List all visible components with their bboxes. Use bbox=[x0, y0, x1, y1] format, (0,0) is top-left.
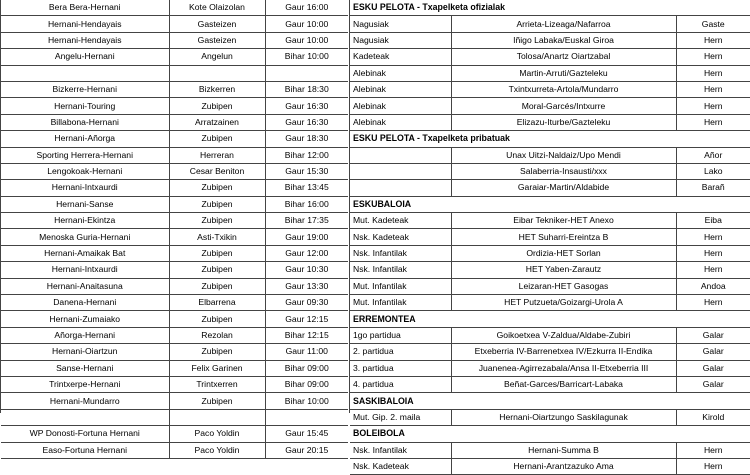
match-row bbox=[1, 229, 348, 245]
match-teams: Bera Bera-Hernani bbox=[1, 0, 169, 16]
match-time: Gaur 10:00 bbox=[265, 32, 348, 48]
section-header-row bbox=[350, 196, 750, 212]
match-time: Gaur 19:00 bbox=[265, 229, 348, 245]
match-row bbox=[1, 81, 348, 97]
match-teams: Hernani-Anaitasuna bbox=[1, 278, 169, 294]
event-category: Alebinak bbox=[350, 114, 451, 130]
section-title: ESKUBALOIA bbox=[350, 196, 750, 212]
empty-cell bbox=[1, 65, 169, 81]
match-row bbox=[1, 213, 348, 229]
event-row bbox=[350, 32, 750, 48]
match-time: Bihar 12:15 bbox=[265, 327, 348, 343]
event-place: Galar bbox=[676, 360, 750, 376]
event-row bbox=[350, 360, 750, 376]
section-title: ESKU PELOTA - Txapelketa pribatuak bbox=[350, 131, 750, 147]
match-row bbox=[1, 245, 348, 261]
event-row bbox=[350, 442, 750, 458]
left-schedule-table bbox=[1, 0, 348, 459]
match-teams: Billabona-Hernani bbox=[1, 114, 169, 130]
event-category: Alebinak bbox=[350, 65, 451, 81]
event-row bbox=[350, 409, 750, 425]
event-match: Iñigo Labaka/Euskal Giroa bbox=[451, 32, 676, 48]
match-venue: Asti-Txikin bbox=[169, 229, 265, 245]
match-time: Bihar 18:30 bbox=[265, 81, 348, 97]
match-row bbox=[1, 311, 348, 327]
match-time: Gaur 11:00 bbox=[265, 344, 348, 360]
empty-cell bbox=[169, 65, 265, 81]
match-venue: Zubipen bbox=[169, 344, 265, 360]
match-venue: Zubipen bbox=[169, 98, 265, 114]
event-row bbox=[350, 49, 750, 65]
event-category: Mut. Kadeteak bbox=[350, 213, 451, 229]
match-teams: Añorga-Hernani bbox=[1, 327, 169, 343]
match-row bbox=[1, 262, 348, 278]
event-match: Garaiar-Martin/Aldabide bbox=[451, 180, 676, 196]
match-row bbox=[1, 16, 348, 32]
event-row bbox=[350, 114, 750, 130]
event-place: Barañ bbox=[676, 180, 750, 196]
match-row bbox=[1, 426, 348, 442]
event-match: Unax Uitzi-Naldaiz/Upo Mendi bbox=[451, 147, 676, 163]
match-teams: Hernani-Sanse bbox=[1, 196, 169, 212]
event-row bbox=[350, 327, 750, 343]
match-venue: Zubipen bbox=[169, 196, 265, 212]
group-separator-row bbox=[1, 409, 348, 425]
section-header-row bbox=[350, 311, 750, 327]
event-match: Txintxurreta-Artola/Mundarro bbox=[451, 81, 676, 97]
event-place: Hern bbox=[676, 295, 750, 311]
section-header-row bbox=[350, 426, 750, 442]
match-teams: Hernani-Amaikak Bat bbox=[1, 245, 169, 261]
match-teams: Angelu-Hernani bbox=[1, 49, 169, 65]
event-row bbox=[350, 262, 750, 278]
event-row bbox=[350, 344, 750, 360]
event-category: Nsk. Kadeteak bbox=[350, 229, 451, 245]
match-venue: Elbarrena bbox=[169, 295, 265, 311]
match-time: Gaur 10:00 bbox=[265, 16, 348, 32]
empty-cell bbox=[265, 65, 348, 81]
match-teams: Lengokoak-Hernani bbox=[1, 163, 169, 179]
event-category bbox=[350, 163, 451, 179]
event-match: HET Suharri-Ereintza B bbox=[451, 229, 676, 245]
event-place: Hern bbox=[676, 458, 750, 474]
match-time: Gaur 20:15 bbox=[265, 442, 348, 458]
match-venue: Zubipen bbox=[169, 180, 265, 196]
event-place: Hern bbox=[676, 114, 750, 130]
match-row bbox=[1, 327, 348, 343]
event-place: Eiba bbox=[676, 213, 750, 229]
event-place: Hern bbox=[676, 245, 750, 261]
right-schedule-panel bbox=[349, 0, 735, 472]
event-match: Ordizia-HET Sorlan bbox=[451, 245, 676, 261]
match-teams: Danena-Hernani bbox=[1, 295, 169, 311]
event-row bbox=[350, 245, 750, 261]
empty-cell bbox=[169, 409, 265, 425]
event-match: Martin-Arruti/Gazteleku bbox=[451, 65, 676, 81]
event-match: Leizaran-HET Gasogas bbox=[451, 278, 676, 294]
match-time: Gaur 15:30 bbox=[265, 163, 348, 179]
match-venue: Zubipen bbox=[169, 262, 265, 278]
section-header-row bbox=[350, 0, 750, 16]
match-venue: Zubipen bbox=[169, 311, 265, 327]
event-match: Goikoetxea V-Zaldua/Aldabe-Zubiri bbox=[451, 327, 676, 343]
event-place: Lako bbox=[676, 163, 750, 179]
match-time: Gaur 16:30 bbox=[265, 114, 348, 130]
match-venue: Zubipen bbox=[169, 245, 265, 261]
event-category: 3. partidua bbox=[350, 360, 451, 376]
match-teams: Hernani-Mundarro bbox=[1, 393, 169, 409]
event-row bbox=[350, 163, 750, 179]
event-row bbox=[350, 98, 750, 114]
event-match: Hernani-Arantzazuko Ama bbox=[451, 458, 676, 474]
match-row bbox=[1, 196, 348, 212]
event-category: Mut. Infantilak bbox=[350, 278, 451, 294]
match-time: Bihar 13:45 bbox=[265, 180, 348, 196]
match-row bbox=[1, 98, 348, 114]
event-row bbox=[350, 147, 750, 163]
match-venue: Gasteizen bbox=[169, 16, 265, 32]
event-category bbox=[350, 147, 451, 163]
match-teams: WP Donosti-Fortuna Hernani bbox=[1, 426, 169, 442]
event-match: Arrieta-Lizeaga/Nafarroa bbox=[451, 16, 676, 32]
match-time: Gaur 10:30 bbox=[265, 262, 348, 278]
event-category: Alebinak bbox=[350, 98, 451, 114]
event-category: Mut. Infantilak bbox=[350, 295, 451, 311]
event-match: Moral-Garcés/Intxurre bbox=[451, 98, 676, 114]
event-place: Galar bbox=[676, 327, 750, 343]
match-teams: Trintxerpe-Hernani bbox=[1, 376, 169, 392]
section-title: ERREMONTEA bbox=[350, 311, 750, 327]
match-venue: Rezolan bbox=[169, 327, 265, 343]
event-place: Hern bbox=[676, 229, 750, 245]
match-row bbox=[1, 131, 348, 147]
event-row bbox=[350, 295, 750, 311]
match-venue: Paco Yoldin bbox=[169, 426, 265, 442]
match-row bbox=[1, 278, 348, 294]
event-row bbox=[350, 458, 750, 474]
group-separator-row bbox=[1, 65, 348, 81]
match-venue: Paco Yoldin bbox=[169, 442, 265, 458]
event-place: Hern bbox=[676, 49, 750, 65]
match-teams: Hernani-Ekintza bbox=[1, 213, 169, 229]
event-category: Nsk. Infantilak bbox=[350, 442, 451, 458]
match-time: Bihar 12:00 bbox=[265, 147, 348, 163]
match-teams: Hernani-Touring bbox=[1, 98, 169, 114]
event-place: Andoa bbox=[676, 278, 750, 294]
event-match: Beñat-Garces/Barricart-Labaka bbox=[451, 376, 676, 392]
event-place: Hern bbox=[676, 262, 750, 278]
section-title: SASKIBALOIA bbox=[350, 393, 750, 409]
match-teams: Easo-Fortuna Hernani bbox=[1, 442, 169, 458]
match-venue: Zubipen bbox=[169, 213, 265, 229]
event-row bbox=[350, 81, 750, 97]
match-teams: Bizkerre-Hernani bbox=[1, 81, 169, 97]
match-row bbox=[1, 360, 348, 376]
empty-cell bbox=[265, 409, 348, 425]
match-venue: Felix Garinen bbox=[169, 360, 265, 376]
match-time: Bihar 16:00 bbox=[265, 196, 348, 212]
match-row bbox=[1, 49, 348, 65]
event-row bbox=[350, 65, 750, 81]
event-category: 1go partidua bbox=[350, 327, 451, 343]
match-time: Bihar 17:35 bbox=[265, 213, 348, 229]
match-row bbox=[1, 147, 348, 163]
match-time: Gaur 15:45 bbox=[265, 426, 348, 442]
match-venue: Bizkerren bbox=[169, 81, 265, 97]
match-row bbox=[1, 114, 348, 130]
match-teams: Hernani-Añorga bbox=[1, 131, 169, 147]
event-category: Nsk. Kadeteak bbox=[350, 458, 451, 474]
match-venue: Angelun bbox=[169, 49, 265, 65]
event-match: Juanenea-Agirrezabala/Ansa II-Etxeberria III bbox=[451, 360, 676, 376]
match-teams: Hernani-Hendayais bbox=[1, 16, 169, 32]
event-match: HET Yaben-Zarautz bbox=[451, 262, 676, 278]
event-category: Nsk. Infantilak bbox=[350, 245, 451, 261]
event-match: Etxeberria IV-Barrenetxea IV/Ezkurra II-Endika bbox=[451, 344, 676, 360]
match-teams: Hernani-Hendayais bbox=[1, 32, 169, 48]
left-schedule-panel bbox=[0, 0, 348, 455]
match-time: Bihar 09:00 bbox=[265, 360, 348, 376]
match-row bbox=[1, 180, 348, 196]
match-venue: Herreran bbox=[169, 147, 265, 163]
event-match: Hernani-Summa B bbox=[451, 442, 676, 458]
match-row bbox=[1, 344, 348, 360]
event-match: HET Putzueta/Goizargi-Urola A bbox=[451, 295, 676, 311]
event-place: Hern bbox=[676, 32, 750, 48]
right-schedule-table bbox=[350, 0, 750, 475]
match-row bbox=[1, 376, 348, 392]
match-teams: Hernani-Zumaiako bbox=[1, 311, 169, 327]
event-place: Hern bbox=[676, 81, 750, 97]
event-row bbox=[350, 278, 750, 294]
event-place: Galar bbox=[676, 344, 750, 360]
event-category: 2. partidua bbox=[350, 344, 451, 360]
match-venue: Arratzainen bbox=[169, 114, 265, 130]
event-row bbox=[350, 229, 750, 245]
match-teams: Sporting Herrera-Hernani bbox=[1, 147, 169, 163]
match-teams: Hernani-Oiartzun bbox=[1, 344, 169, 360]
match-time: Gaur 09:30 bbox=[265, 295, 348, 311]
match-venue: Zubipen bbox=[169, 131, 265, 147]
event-row bbox=[350, 180, 750, 196]
event-category: Mut. Gip. 2. maila bbox=[350, 409, 451, 425]
match-venue: Cesar Beniton bbox=[169, 163, 265, 179]
match-venue: Gasteizen bbox=[169, 32, 265, 48]
match-venue: Zubipen bbox=[169, 278, 265, 294]
event-place: Hern bbox=[676, 98, 750, 114]
event-row bbox=[350, 16, 750, 32]
event-place: Añor bbox=[676, 147, 750, 163]
event-place: Gaste bbox=[676, 16, 750, 32]
event-category bbox=[350, 180, 451, 196]
event-row bbox=[350, 376, 750, 392]
section-title: BOLEIBOLA bbox=[350, 426, 750, 442]
event-match: Hernani-Oiartzungo Saskilagunak bbox=[451, 409, 676, 425]
section-header-row bbox=[350, 393, 750, 409]
match-row bbox=[1, 163, 348, 179]
empty-cell bbox=[1, 409, 169, 425]
match-row bbox=[1, 442, 348, 458]
event-match: Elizazu-Iturbe/Gazteleku bbox=[451, 114, 676, 130]
match-time: Bihar 09:00 bbox=[265, 376, 348, 392]
match-venue: Trintxerren bbox=[169, 376, 265, 392]
match-teams: Hernani-Intxaurdi bbox=[1, 262, 169, 278]
match-teams: Menoska Guria-Hernani bbox=[1, 229, 169, 245]
match-teams: Sanse-Hernani bbox=[1, 360, 169, 376]
match-venue: Zubipen bbox=[169, 393, 265, 409]
section-header-row bbox=[350, 131, 750, 147]
match-time: Bihar 10:00 bbox=[265, 393, 348, 409]
match-time: Gaur 12:15 bbox=[265, 311, 348, 327]
event-category: Nagusiak bbox=[350, 16, 451, 32]
event-place: Hern bbox=[676, 65, 750, 81]
match-venue: Kote Olaizolan bbox=[169, 0, 265, 16]
match-row bbox=[1, 295, 348, 311]
match-row bbox=[1, 32, 348, 48]
event-category: Nsk. Infantilak bbox=[350, 262, 451, 278]
section-title: ESKU PELOTA - Txapelketa ofizialak bbox=[350, 0, 750, 16]
event-place: Galar bbox=[676, 376, 750, 392]
match-time: Gaur 18:30 bbox=[265, 131, 348, 147]
match-time: Gaur 16:30 bbox=[265, 98, 348, 114]
match-row bbox=[1, 393, 348, 409]
match-teams: Hernani-Intxaurdi bbox=[1, 180, 169, 196]
event-category: Alebinak bbox=[350, 81, 451, 97]
match-time: Bihar 10:00 bbox=[265, 49, 348, 65]
event-place: Kirold bbox=[676, 409, 750, 425]
event-place: Hern bbox=[676, 442, 750, 458]
event-category: 4. partidua bbox=[350, 376, 451, 392]
match-row bbox=[1, 0, 348, 16]
match-time: Gaur 13:30 bbox=[265, 278, 348, 294]
event-match: Eibar Tekniker-HET Anexo bbox=[451, 213, 676, 229]
event-match: Salaberria-Insausti/xxx bbox=[451, 163, 676, 179]
event-row bbox=[350, 213, 750, 229]
event-match: Tolosa/Anartz Oiartzabal bbox=[451, 49, 676, 65]
event-category: Nagusiak bbox=[350, 32, 451, 48]
event-category: Kadeteak bbox=[350, 49, 451, 65]
match-time: Gaur 16:00 bbox=[265, 0, 348, 16]
match-time: Gaur 12:00 bbox=[265, 245, 348, 261]
